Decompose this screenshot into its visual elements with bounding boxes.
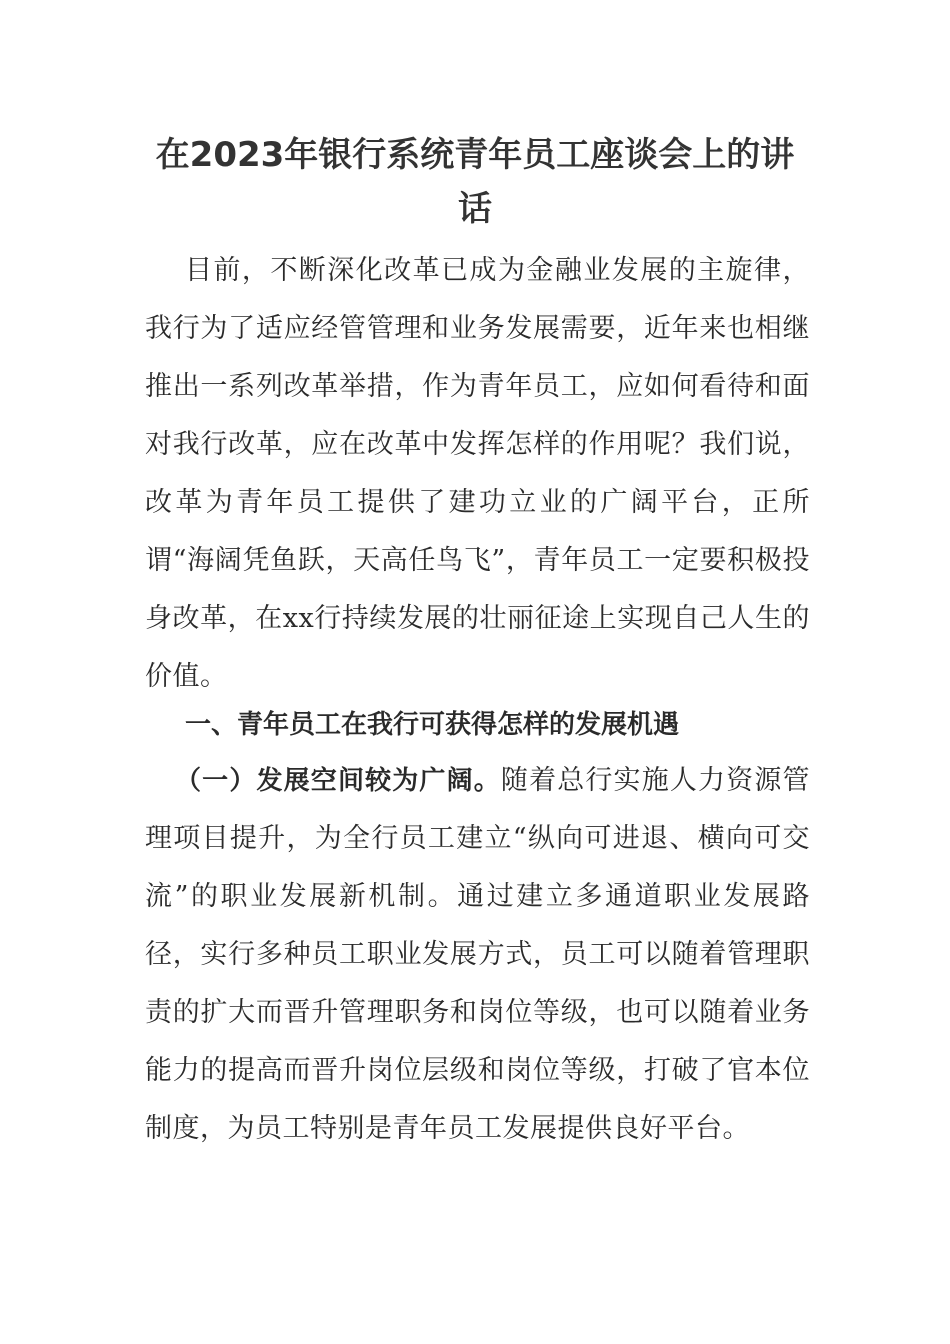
intro-paragraph: 目前，不断深化改革已成为金融业发展的主旋律，我行为了适应经管管理和业务发展需要，近年来也相继推出一系列改革举措，作为青年员工，应如何看待和面对我行改革，应在改革中发挥怎样的作用呢？我们说，改革为青年员工提供了建功立业的广阔平台，正所谓“海阔凭鱼跃，天高任鸟飞”，青年员工一定要积极投身改革，在xx行持续发展的壮丽征途上实现自己人生的价值。 (145, 255, 810, 692)
subsection-lead: （一）发展空间较为广阔。 (175, 766, 501, 796)
subsection-paragraph (145, 752, 810, 1158)
subsection-text: 随着总行实施人力资源管理项目提升，为全行员工建立“纵向可进退、横向可交流”的职业发展新机制。通过建立多通道职业发展路径，实行多种员工职业发展方式，员工可以随着管理职责的扩大而晋升管理职务和岗位等级，也可以随着业务能力的提高而晋升岗位层级和岗位等级，打破了官本位制度，为员工特别是青年员工发展提供良好平台。 (145, 765, 810, 1144)
section-heading: 一、青年员工在我行可获得怎样的发展机遇 (185, 710, 680, 740)
document-title: 在2023年银行系统青年员工座谈会上的讲话 (155, 135, 795, 229)
